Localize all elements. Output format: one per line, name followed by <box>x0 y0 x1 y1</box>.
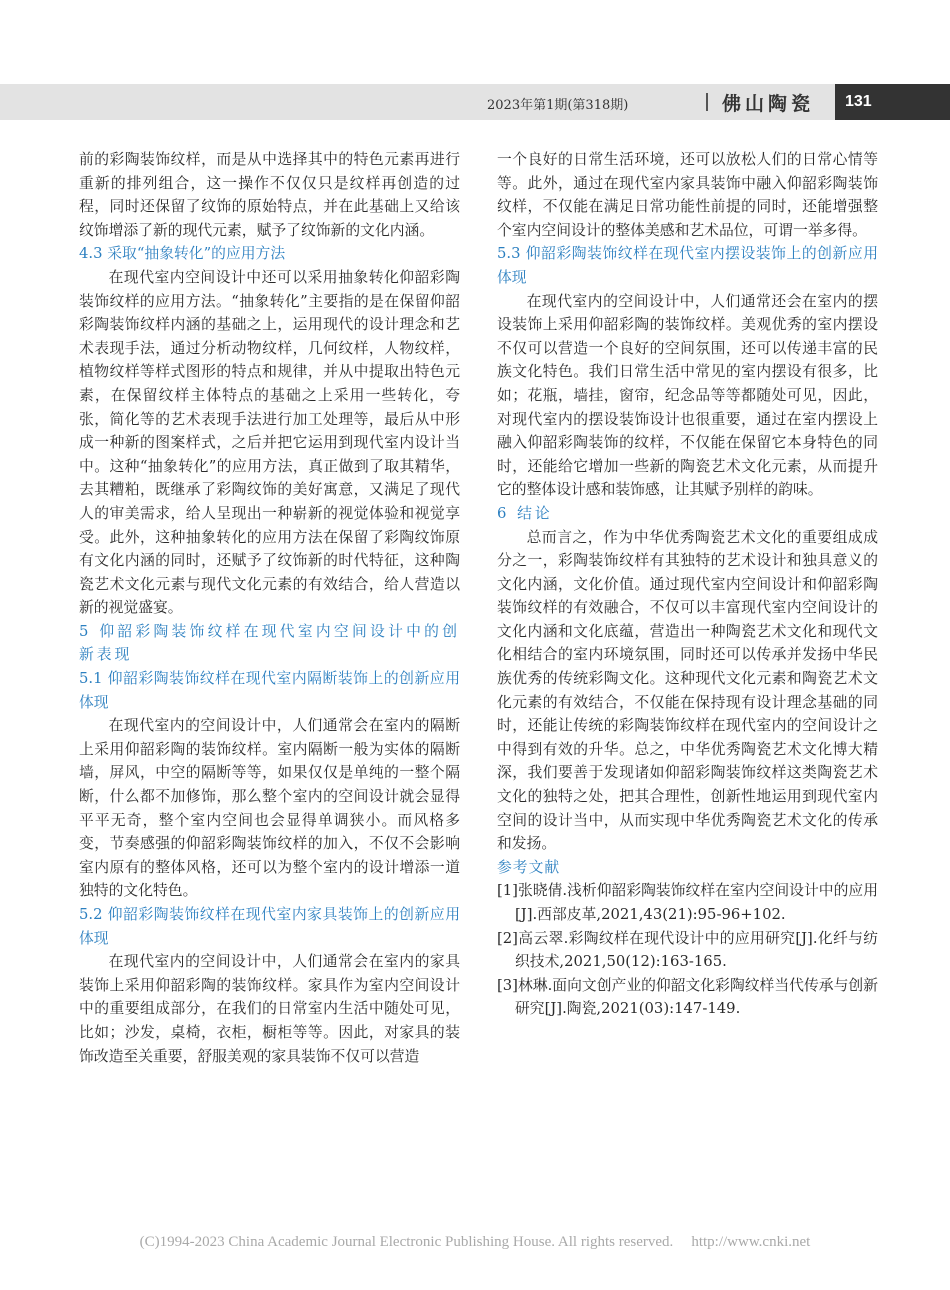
footer-url[interactable]: http://www.cnki.net <box>691 1234 811 1250</box>
left-column <box>79 148 460 1068</box>
paragraph: 总而言之，作为中华优秀陶瓷艺术文化的重要组成成分之一，彩陶装饰纹样有其独特的艺术设计和独具意义的文化内涵，文化价值。通过现代室内空间设计和仰韶彩陶装饰纹样的有效融合，不仅可以丰富现代室内空间设计的文化内涵和文化底蕴，营造出一种陶瓷艺术文化和现代文化相结合的室内环境氛围，同时还可以传承并发扬中华民族优秀的传统彩陶文化。这种现代文化元素和陶瓷艺术文化元素的有效结合，不仅能在保持现有设计理念基础的同时，还能让传统的彩陶装饰纹样在现代室内的空间设计之中得到有效的升华。总之，中华优秀陶瓷艺术文化博大精深，我们要善于发现诸如仰韶彩陶装饰纹样这类陶瓷艺术文化的独特之处，把其合理性，创新性地运用到现代室内空间的设计当中，从而实现中华优秀陶瓷艺术文化的传承和发扬。 <box>497 528 878 853</box>
paragraph: 在现代室内的空间设计中，人们通常会在室内的隔断上采用仰韶彩陶的装饰纹样。室内隔断一般为实体的隔断墙，屏风，中空的隔断等等，如果仅仅是单纯的一整个隔断，什么都不加修饰，那么整个室内的空间设计就会显得平平无奇，整个室内空间也会显得单调狭小。而风格多变，节奏感强的仰韶彩陶装饰纹样的加入，不仅不会影响室内原有的整体风格，还可以为整个室内的设计增添一道独特的文化特色。 <box>79 717 460 900</box>
paragraph: 前的彩陶装饰纹样，而是从中选择其中的特色元素再进行重新的排列组合，这一操作不仅仅只是纹样再创造的过程，同时还保留了纹饰的原始特点，并在此基础上又给该纹饰增添了新的现代元素，赋予了纹饰新的文化内涵。 <box>79 151 460 239</box>
paragraph: 在现代室内的空间设计中，人们通常会在室内的家具装饰上采用仰韶彩陶的装饰纹样。家具作为室内空间设计中的重要组成部分，在我们的日常室内生活中随处可见，比如；沙发，桌椅，衣柜，橱柜等等。因此，对家具的装饰改造至关重要，舒服美观的家具装饰不仅可以营造 <box>79 953 460 1065</box>
journal-name: 佛山陶瓷 <box>722 93 815 115</box>
section-heading-6: 6 结论 <box>497 504 553 522</box>
paragraph: 在现代室内的空间设计中，人们通常还会在室内的摆设装饰上采用仰韶彩陶的装饰纹样。美观优秀的室内摆设不仅可以营造一个良好的空间氛围，还可以传递丰富的民族文化特色。我们日常生活中常见的室内摆设有很多，比如；花瓶，墙挂，窗帘，纪念品等等都随处可见，因此，对现代室内的摆设装饰设计也很重要，通过在室内摆设上融入仰韶彩陶装饰的纹样，不仅能在保留它本身特色的同时，还能给它增加一些新的陶瓷艺术文化元素，从而提升它的整体设计感和装饰感，让其赋予别样的韵味。 <box>497 292 878 499</box>
header-separator <box>706 93 708 111</box>
section-heading-5-3: 5.3 仰韶彩陶装饰纹样在现代室内摆设装饰上的创新应用体现 <box>497 245 878 286</box>
copyright-notice: (C)1994-2023 China Academic Journal Electronic Publishing House. All rights reserved. <box>139 1234 674 1250</box>
paragraph: 在现代室内空间设计中还可以采用抽象转化仰韶彩陶装饰纹样的应用方法。“抽象转化”主要指的是在保留仰韶彩陶装饰纹样内涵的基础之上，运用现代的设计理念和艺术表现手法，通过分析动物纹样，几何纹样，人物纹样，植物纹样等样式图形的特点和规律，并从中提取出特色元素，在保留纹样主体特点的基础之上采用一些转化，夸张，简化等的艺术表现手法进行加工处理等，最后从中形成一种新的图案样式，之后并把它运用到现代室内设计当中。这种“抽象转化”的应用方法，真正做到了取其精华，去其糟粕，既继承了彩陶纹饰的美好寓意，又满足了现代人的审美需求，给人呈现出一种崭新的视觉体验和视觉享受。此外，这种抽象转化的应用方法在保留了彩陶纹饰原有文化内涵的同时，还赋予了纹饰新的时代特征，这种陶瓷艺术文化元素与现代文化元素的有效结合，给人营造以新的视觉盛宴。 <box>79 268 460 617</box>
footer <box>0 1234 950 1251</box>
section-heading-5: 5 仰韶彩陶装饰纹样在现代室内空间设计中的创新表现 <box>79 622 460 664</box>
reference-item: [1]张晓倩.浅析仰韶彩陶装饰纹样在室内空间设计中的应用[J].西部皮革,2021,43(21):95-96+102. <box>497 882 878 923</box>
reference-item: [3]林琳.面向文创产业的仰韶文化彩陶纹样当代传承与创新研究[J].陶瓷,2021(03):147-149. <box>497 976 878 1018</box>
section-heading-5-1: 5.1 仰韶彩陶装饰纹样在现代室内隔断装饰上的创新应用体现 <box>79 670 460 711</box>
page-number: 131 <box>835 84 950 120</box>
references-title: 参考文献 <box>497 858 561 876</box>
reference-item: [2]高云翠.彩陶纹样在现代设计中的应用研究[J].化纤与纺织技术,2021,50(12):163-165. <box>497 929 878 971</box>
section-heading-4-3: 4.3 采取“抽象转化”的应用方法 <box>79 245 286 263</box>
issue-info: 2023年第1期(第318期) <box>487 98 629 113</box>
section-heading-5-2: 5.2 仰韶彩陶装饰纹样在现代室内家具装饰上的创新应用体现 <box>79 906 460 947</box>
paragraph: 一个良好的日常生活环境，还可以放松人们的日常心情等等。此外，通过在现代室内家具装饰中融入仰韶彩陶装饰纹样，不仅能在满足日常功能性前提的同时，还能增强整个室内空间设计的整体美感和艺术品位，可谓一举多得。 <box>497 151 878 239</box>
right-column <box>497 148 878 1021</box>
